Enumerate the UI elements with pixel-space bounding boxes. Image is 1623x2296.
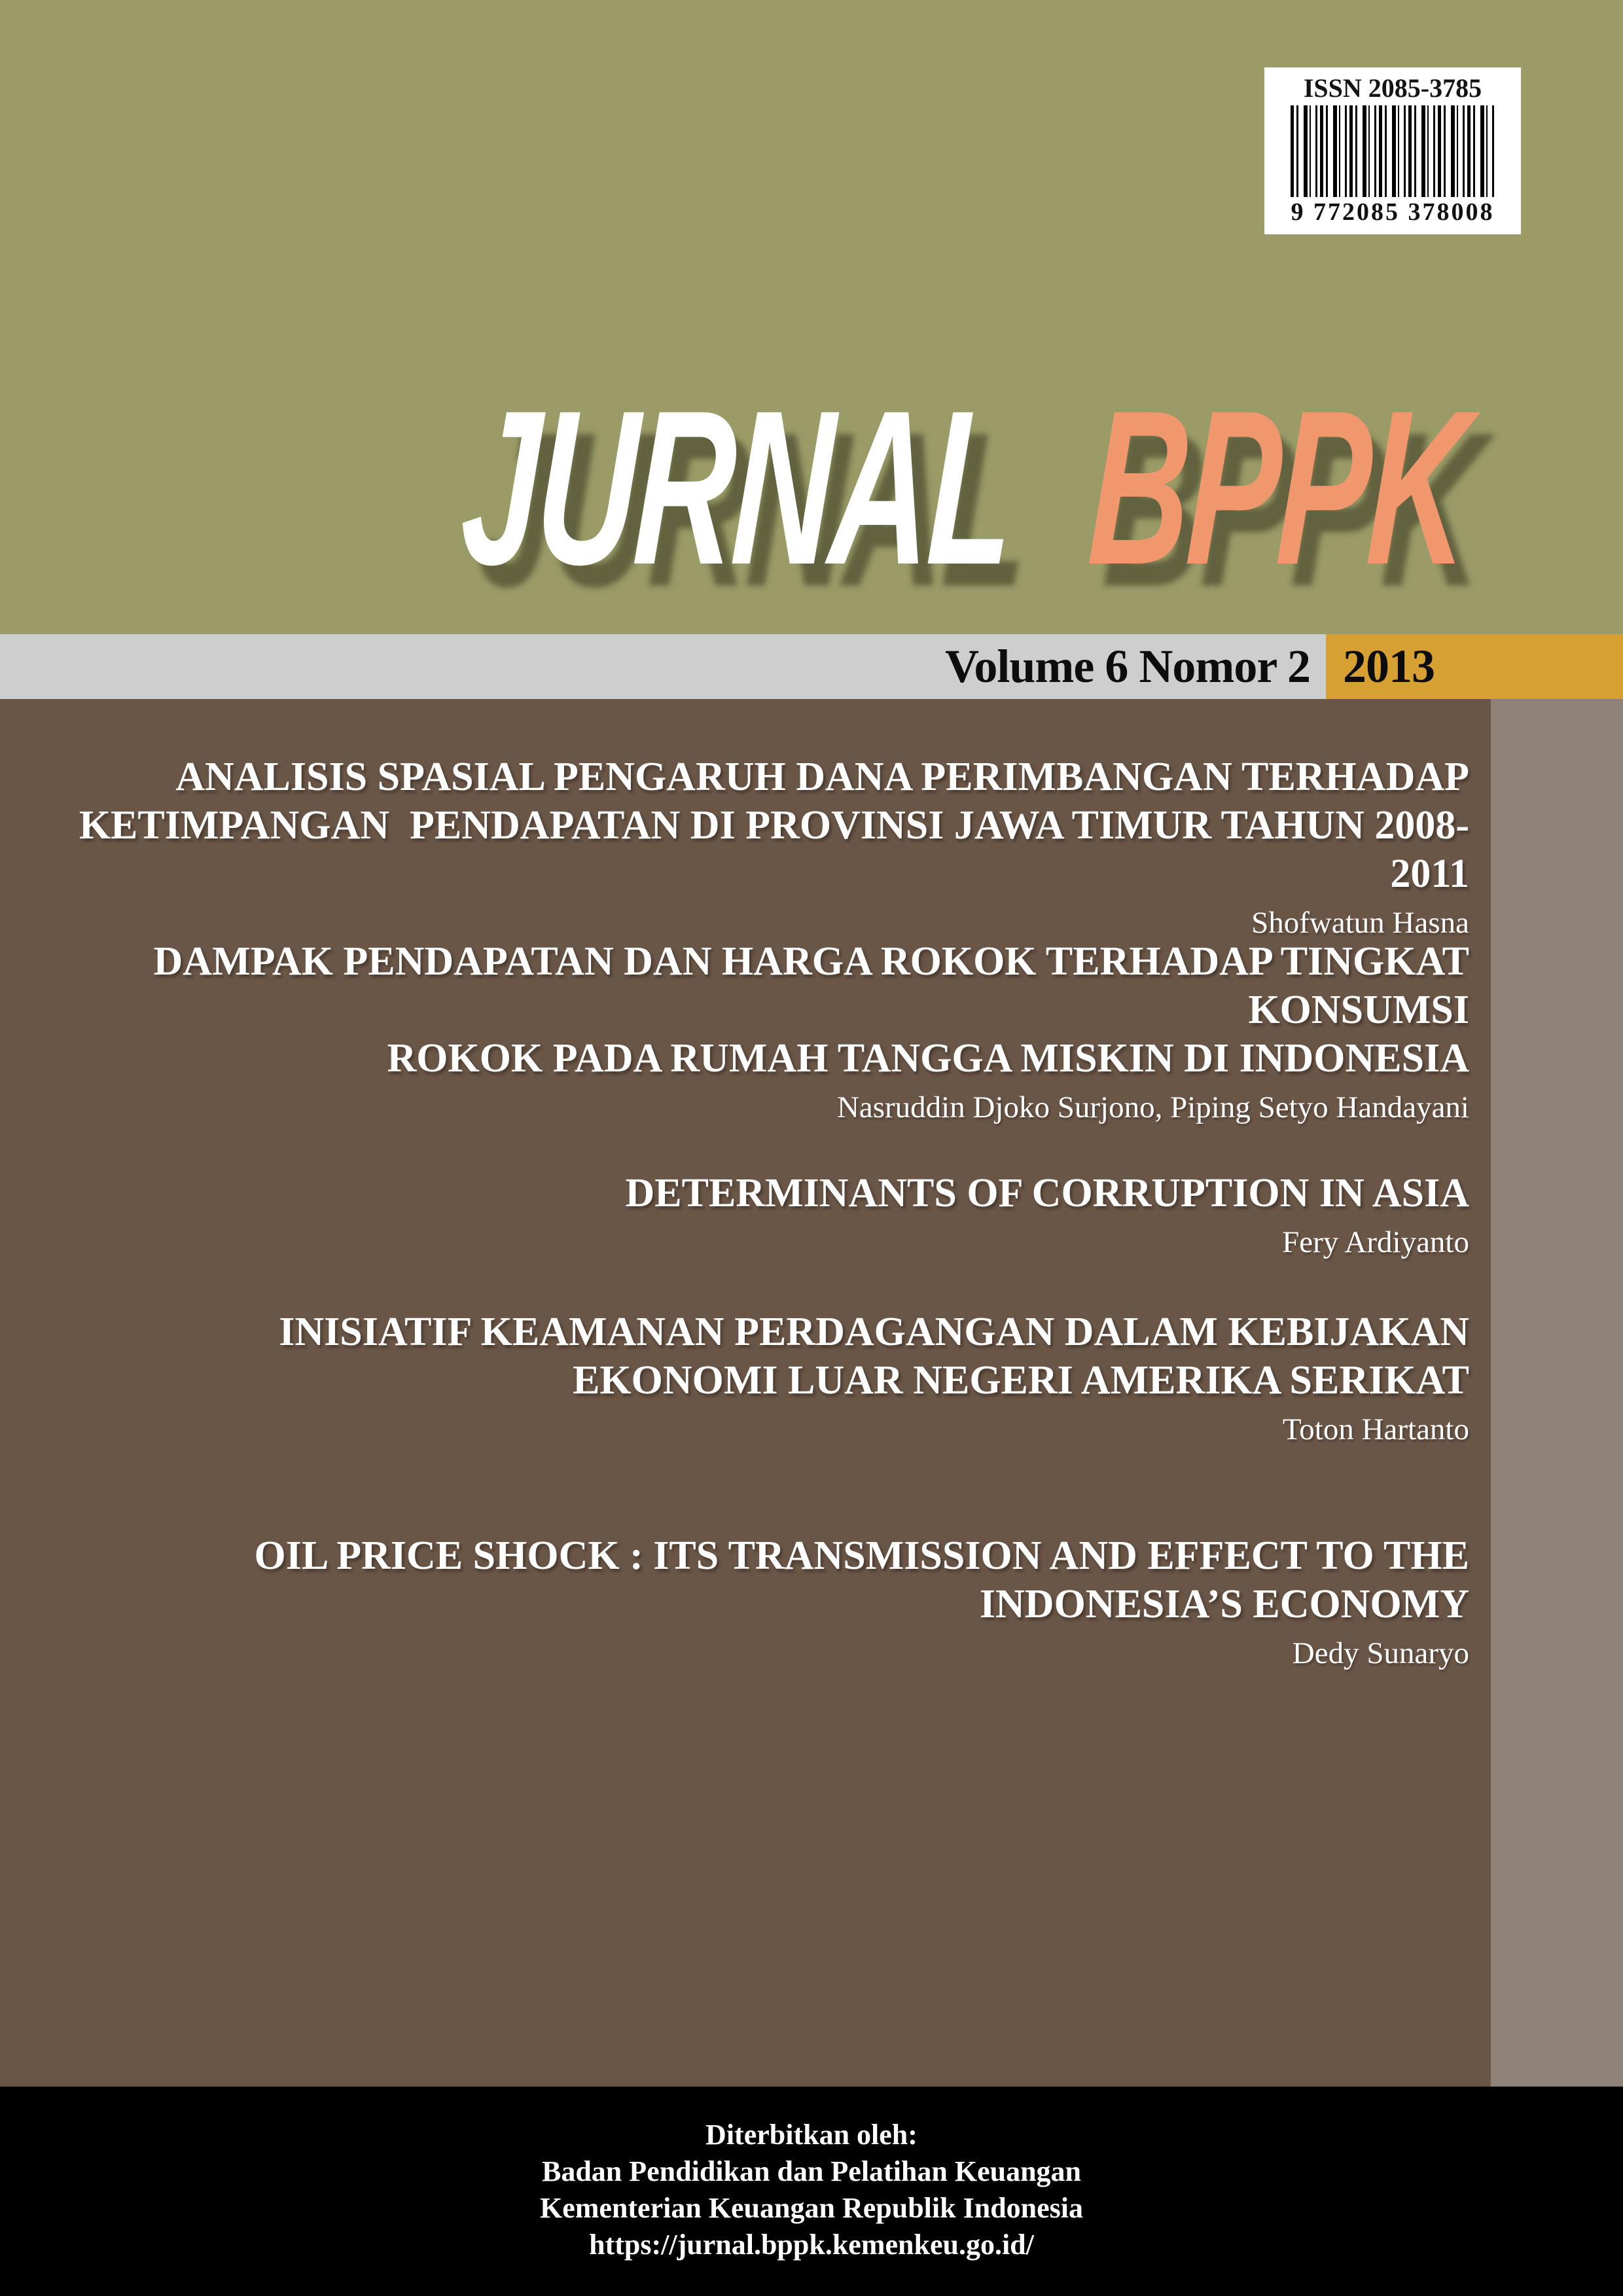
year-label: 2013 — [1343, 640, 1435, 692]
volume-band-gray-segment — [0, 634, 1326, 699]
issn-box — [1264, 67, 1521, 234]
barcode — [1291, 105, 1495, 197]
journal-title-word-bppk: BPPK — [1084, 364, 1472, 611]
footer-url: https://jurnal.bppk.kemenkeu.go.id/ — [589, 2229, 1034, 2261]
article-authors: Fery Ardiyanto — [1282, 1225, 1469, 1259]
article-entry-3 — [56, 1169, 1469, 1263]
article-authors: Shofwatun Hasna — [1251, 906, 1469, 940]
journal-title-word-jurnal: JURNAL — [457, 364, 1017, 611]
issn-label: ISSN 2085-3785 — [1303, 73, 1482, 103]
article-title-line: INDONESIA’S ECONOMY — [979, 1582, 1469, 1626]
footer-ministry: Kementerian Keuangan Republik Indonesia — [539, 2192, 1084, 2224]
volume-band-gold-segment — [1326, 634, 1623, 699]
masthead-background — [0, 0, 1623, 634]
article-title-line: DETERMINANTS OF CORRUPTION IN ASIA — [625, 1171, 1469, 1215]
footer-agency: Badan Pendidikan dan Pelatihan Keuangan — [541, 2155, 1082, 2187]
article-entry-5 — [56, 1532, 1469, 1674]
right-side-strip — [1491, 699, 1623, 2087]
article-entry-4 — [56, 1308, 1469, 1450]
article-title-line: OIL PRICE SHOCK : ITS TRANSMISSION AND EFFECT TO THE — [254, 1534, 1469, 1578]
publisher-footer — [0, 2087, 1623, 2296]
article-title-line: ANALISIS SPASIAL PENGARUH DANA PERIMBANGAN TERHADAP — [175, 755, 1469, 799]
footer-published-by: Diterbitkan oleh: — [705, 2119, 918, 2151]
article-authors: Toton Hartanto — [1282, 1412, 1469, 1446]
article-entry-1 — [56, 753, 1469, 944]
article-entry-2 — [56, 937, 1469, 1128]
article-title-line: DAMPAK PENDAPATAN DAN HARGA ROKOK TERHADAP TINGKAT KONSUMSI — [153, 939, 1469, 1032]
journal-title — [457, 364, 1472, 611]
barcode-digits: 9 772085 378008 — [1291, 198, 1495, 226]
article-title-line: EKONOMI LUAR NEGERI AMERIKA SERIKAT — [573, 1358, 1469, 1403]
article-authors: Dedy Sunaryo — [1292, 1636, 1469, 1670]
article-title-line: INISIATIF KEAMANAN PERDAGANGAN DALAM KEBIJAKAN — [279, 1310, 1469, 1354]
article-title-line: ROKOK PADA RUMAH TANGGA MISKIN DI INDONESIA — [387, 1036, 1469, 1081]
volume-label: Volume 6 Nomor 2 — [945, 640, 1310, 692]
article-title-line: KETIMPANGAN PENDAPATAN DI PROVINSI JAWA TIMUR TAHUN 2008-2011 — [79, 803, 1469, 896]
article-authors: Nasruddin Djoko Surjono, Piping Setyo Handayani — [836, 1090, 1469, 1124]
volume-band — [0, 634, 1623, 699]
